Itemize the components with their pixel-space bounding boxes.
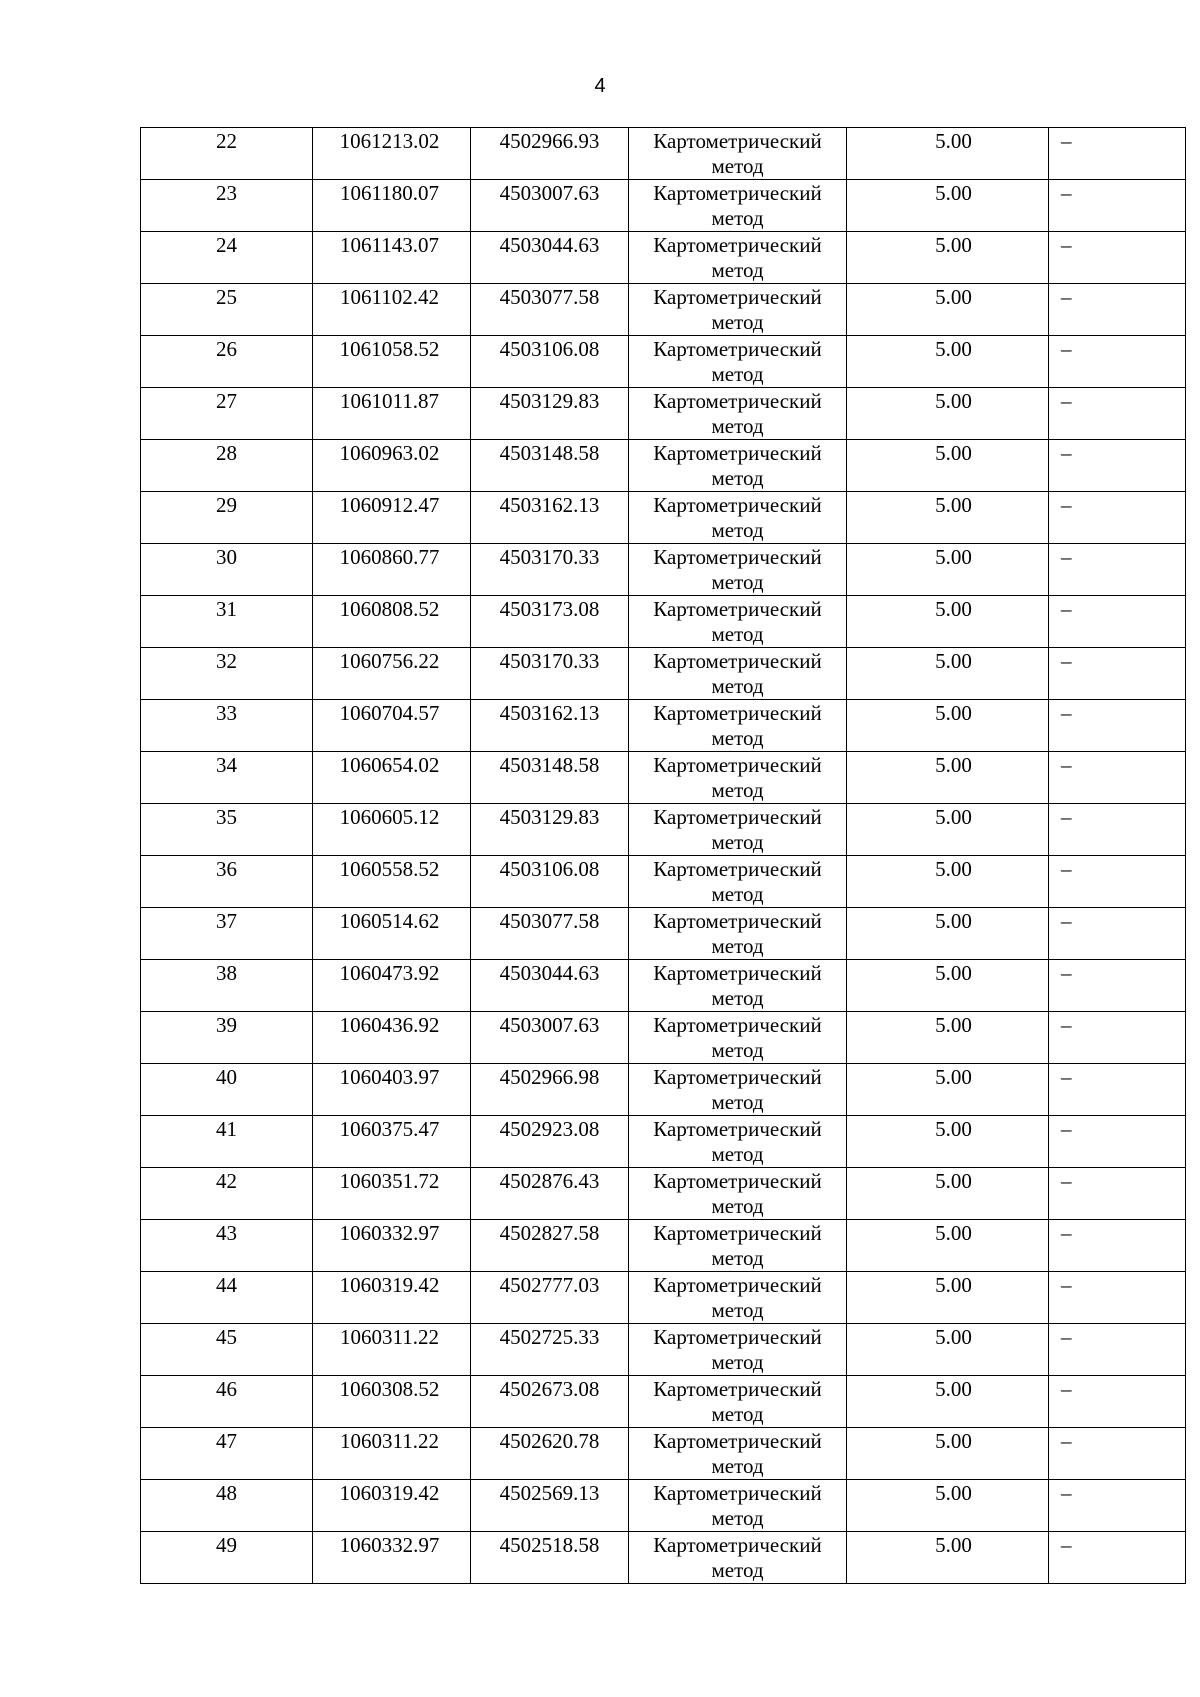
accuracy-cell: 5.00 xyxy=(847,388,1049,440)
point-number-cell: 38 xyxy=(141,960,313,1012)
description-cell: – xyxy=(1049,1428,1186,1480)
method-line-2: метод xyxy=(711,310,764,334)
accuracy-cell: 5.00 xyxy=(847,856,1049,908)
accuracy-cell: 5.00 xyxy=(847,908,1049,960)
y-coordinate-cell: 4502620.78 xyxy=(471,1428,629,1480)
method-cell xyxy=(629,804,847,856)
description-cell: – xyxy=(1049,388,1186,440)
method-line-1: Картометрический xyxy=(653,1533,822,1557)
description-cell: – xyxy=(1049,1116,1186,1168)
description-cell: – xyxy=(1049,1012,1186,1064)
description-cell: – xyxy=(1049,856,1186,908)
table-row xyxy=(141,1116,1186,1168)
accuracy-cell: 5.00 xyxy=(847,128,1049,180)
table-row xyxy=(141,1428,1186,1480)
method-line-2: метод xyxy=(711,778,764,802)
method-line-1: Картометрический xyxy=(653,1325,822,1349)
x-coordinate-cell: 1061011.87 xyxy=(313,388,471,440)
y-coordinate-cell: 4503162.13 xyxy=(471,700,629,752)
description-cell: – xyxy=(1049,648,1186,700)
y-coordinate-cell: 4503044.63 xyxy=(471,960,629,1012)
y-coordinate-cell: 4502777.03 xyxy=(471,1272,629,1324)
x-coordinate-cell: 1060319.42 xyxy=(313,1480,471,1532)
point-number-cell: 29 xyxy=(141,492,313,544)
point-number-cell: 46 xyxy=(141,1376,313,1428)
method-line-2: метод xyxy=(711,830,764,854)
x-coordinate-cell: 1061143.07 xyxy=(313,232,471,284)
method-cell xyxy=(629,960,847,1012)
y-coordinate-cell: 4503173.08 xyxy=(471,596,629,648)
point-number-cell: 30 xyxy=(141,544,313,596)
description-cell: – xyxy=(1049,700,1186,752)
method-line-1: Картометрический xyxy=(653,1429,822,1453)
accuracy-cell: 5.00 xyxy=(847,1064,1049,1116)
method-cell xyxy=(629,1064,847,1116)
y-coordinate-cell: 4503007.63 xyxy=(471,1012,629,1064)
accuracy-cell: 5.00 xyxy=(847,1532,1049,1584)
method-cell xyxy=(629,388,847,440)
description-cell: – xyxy=(1049,284,1186,336)
y-coordinate-cell: 4503148.58 xyxy=(471,752,629,804)
method-line-2: метод xyxy=(711,726,764,750)
method-line-2: метод xyxy=(711,1142,764,1166)
method-line-2: метод xyxy=(711,934,764,958)
x-coordinate-cell: 1060308.52 xyxy=(313,1376,471,1428)
method-cell xyxy=(629,128,847,180)
x-coordinate-cell: 1061180.07 xyxy=(313,180,471,232)
method-line-1: Картометрический xyxy=(653,753,822,777)
method-line-2: метод xyxy=(711,154,764,178)
table-row xyxy=(141,1168,1186,1220)
y-coordinate-cell: 4503129.83 xyxy=(471,804,629,856)
method-cell xyxy=(629,1220,847,1272)
accuracy-cell: 5.00 xyxy=(847,804,1049,856)
accuracy-cell: 5.00 xyxy=(847,284,1049,336)
method-line-2: метод xyxy=(711,1038,764,1062)
x-coordinate-cell: 1060332.97 xyxy=(313,1220,471,1272)
point-number-cell: 35 xyxy=(141,804,313,856)
description-cell: – xyxy=(1049,908,1186,960)
method-line-1: Картометрический xyxy=(653,129,822,153)
accuracy-cell: 5.00 xyxy=(847,1376,1049,1428)
y-coordinate-cell: 4502569.13 xyxy=(471,1480,629,1532)
description-cell: – xyxy=(1049,1480,1186,1532)
description-cell: – xyxy=(1049,1220,1186,1272)
table-row xyxy=(141,1480,1186,1532)
x-coordinate-cell: 1060332.97 xyxy=(313,1532,471,1584)
method-line-2: метод xyxy=(711,1506,764,1530)
method-line-1: Картометрический xyxy=(653,1117,822,1141)
method-line-2: метод xyxy=(711,882,764,906)
point-number-cell: 39 xyxy=(141,1012,313,1064)
method-line-1: Картометрический xyxy=(653,233,822,257)
method-line-2: метод xyxy=(711,1402,764,1426)
y-coordinate-cell: 4502966.93 xyxy=(471,128,629,180)
method-line-2: метод xyxy=(711,518,764,542)
description-cell: – xyxy=(1049,1168,1186,1220)
table-row xyxy=(141,960,1186,1012)
method-cell xyxy=(629,1168,847,1220)
point-number-cell: 31 xyxy=(141,596,313,648)
x-coordinate-cell: 1061102.42 xyxy=(313,284,471,336)
method-line-1: Картометрический xyxy=(653,1481,822,1505)
method-cell xyxy=(629,1272,847,1324)
method-cell xyxy=(629,1532,847,1584)
method-cell xyxy=(629,544,847,596)
method-cell xyxy=(629,492,847,544)
x-coordinate-cell: 1060605.12 xyxy=(313,804,471,856)
description-cell: – xyxy=(1049,492,1186,544)
table-row xyxy=(141,180,1186,232)
point-number-cell: 49 xyxy=(141,1532,313,1584)
point-number-cell: 43 xyxy=(141,1220,313,1272)
method-line-2: метод xyxy=(711,258,764,282)
description-cell: – xyxy=(1049,752,1186,804)
method-line-1: Картометрический xyxy=(653,909,822,933)
point-number-cell: 33 xyxy=(141,700,313,752)
method-line-1: Картометрический xyxy=(653,337,822,361)
x-coordinate-cell: 1060311.22 xyxy=(313,1324,471,1376)
y-coordinate-cell: 4502876.43 xyxy=(471,1168,629,1220)
point-number-cell: 37 xyxy=(141,908,313,960)
y-coordinate-cell: 4503148.58 xyxy=(471,440,629,492)
accuracy-cell: 5.00 xyxy=(847,1220,1049,1272)
y-coordinate-cell: 4502725.33 xyxy=(471,1324,629,1376)
method-line-1: Картометрический xyxy=(653,805,822,829)
x-coordinate-cell: 1060311.22 xyxy=(313,1428,471,1480)
point-number-cell: 26 xyxy=(141,336,313,388)
point-number-cell: 40 xyxy=(141,1064,313,1116)
accuracy-cell: 5.00 xyxy=(847,1324,1049,1376)
method-cell xyxy=(629,1116,847,1168)
table-row xyxy=(141,700,1186,752)
y-coordinate-cell: 4503162.13 xyxy=(471,492,629,544)
table-row xyxy=(141,1376,1186,1428)
x-coordinate-cell: 1060436.92 xyxy=(313,1012,471,1064)
method-cell xyxy=(629,440,847,492)
method-cell xyxy=(629,648,847,700)
method-line-1: Картометрический xyxy=(653,701,822,725)
x-coordinate-cell: 1060319.42 xyxy=(313,1272,471,1324)
method-line-1: Картометрический xyxy=(653,1221,822,1245)
method-cell xyxy=(629,232,847,284)
method-line-1: Картометрический xyxy=(653,1169,822,1193)
accuracy-cell: 5.00 xyxy=(847,1012,1049,1064)
accuracy-cell: 5.00 xyxy=(847,440,1049,492)
method-line-1: Картометрический xyxy=(653,1013,822,1037)
method-line-2: метод xyxy=(711,414,764,438)
y-coordinate-cell: 4502518.58 xyxy=(471,1532,629,1584)
x-coordinate-cell: 1060403.97 xyxy=(313,1064,471,1116)
description-cell: – xyxy=(1049,1532,1186,1584)
point-number-cell: 22 xyxy=(141,128,313,180)
x-coordinate-cell: 1060808.52 xyxy=(313,596,471,648)
method-cell xyxy=(629,1428,847,1480)
table-row xyxy=(141,336,1186,388)
y-coordinate-cell: 4503106.08 xyxy=(471,336,629,388)
method-line-2: метод xyxy=(711,570,764,594)
description-cell: – xyxy=(1049,232,1186,284)
method-line-2: метод xyxy=(711,1350,764,1374)
y-coordinate-cell: 4503106.08 xyxy=(471,856,629,908)
y-coordinate-cell: 4502827.58 xyxy=(471,1220,629,1272)
method-line-2: метод xyxy=(711,1194,764,1218)
method-line-1: Картометрический xyxy=(653,597,822,621)
accuracy-cell: 5.00 xyxy=(847,1428,1049,1480)
method-line-1: Картометрический xyxy=(653,545,822,569)
table-row xyxy=(141,492,1186,544)
description-cell: – xyxy=(1049,1064,1186,1116)
method-cell xyxy=(629,180,847,232)
coordinates-table-body xyxy=(141,128,1186,1584)
point-number-cell: 45 xyxy=(141,1324,313,1376)
accuracy-cell: 5.00 xyxy=(847,648,1049,700)
table-row xyxy=(141,1532,1186,1584)
table-row xyxy=(141,1272,1186,1324)
accuracy-cell: 5.00 xyxy=(847,544,1049,596)
description-cell: – xyxy=(1049,1272,1186,1324)
method-cell xyxy=(629,700,847,752)
accuracy-cell: 5.00 xyxy=(847,1168,1049,1220)
method-line-1: Картометрический xyxy=(653,181,822,205)
method-line-1: Картометрический xyxy=(653,1273,822,1297)
point-number-cell: 44 xyxy=(141,1272,313,1324)
method-line-2: метод xyxy=(711,986,764,1010)
y-coordinate-cell: 4503170.33 xyxy=(471,544,629,596)
x-coordinate-cell: 1060473.92 xyxy=(313,960,471,1012)
description-cell: – xyxy=(1049,440,1186,492)
accuracy-cell: 5.00 xyxy=(847,336,1049,388)
x-coordinate-cell: 1060375.47 xyxy=(313,1116,471,1168)
table-row xyxy=(141,232,1186,284)
method-line-1: Картометрический xyxy=(653,441,822,465)
point-number-cell: 48 xyxy=(141,1480,313,1532)
description-cell: – xyxy=(1049,1376,1186,1428)
method-line-1: Картометрический xyxy=(653,493,822,517)
method-line-2: метод xyxy=(711,622,764,646)
method-line-2: метод xyxy=(711,1454,764,1478)
method-line-2: метод xyxy=(711,1090,764,1114)
description-cell: – xyxy=(1049,544,1186,596)
accuracy-cell: 5.00 xyxy=(847,492,1049,544)
description-cell: – xyxy=(1049,960,1186,1012)
x-coordinate-cell: 1061058.52 xyxy=(313,336,471,388)
point-number-cell: 42 xyxy=(141,1168,313,1220)
accuracy-cell: 5.00 xyxy=(847,1480,1049,1532)
y-coordinate-cell: 4503170.33 xyxy=(471,648,629,700)
method-cell xyxy=(629,284,847,336)
x-coordinate-cell: 1060558.52 xyxy=(313,856,471,908)
x-coordinate-cell: 1060514.62 xyxy=(313,908,471,960)
accuracy-cell: 5.00 xyxy=(847,752,1049,804)
accuracy-cell: 5.00 xyxy=(847,232,1049,284)
x-coordinate-cell: 1060860.77 xyxy=(313,544,471,596)
method-line-1: Картометрический xyxy=(653,961,822,985)
x-coordinate-cell: 1060704.57 xyxy=(313,700,471,752)
description-cell: – xyxy=(1049,804,1186,856)
description-cell: – xyxy=(1049,336,1186,388)
description-cell: – xyxy=(1049,128,1186,180)
accuracy-cell: 5.00 xyxy=(847,700,1049,752)
table-row xyxy=(141,440,1186,492)
table-row xyxy=(141,284,1186,336)
table-row xyxy=(141,804,1186,856)
y-coordinate-cell: 4502966.98 xyxy=(471,1064,629,1116)
method-cell xyxy=(629,752,847,804)
table-row xyxy=(141,1324,1186,1376)
method-cell xyxy=(629,596,847,648)
method-line-2: метод xyxy=(711,1558,764,1582)
y-coordinate-cell: 4503077.58 xyxy=(471,284,629,336)
point-number-cell: 28 xyxy=(141,440,313,492)
accuracy-cell: 5.00 xyxy=(847,960,1049,1012)
x-coordinate-cell: 1060912.47 xyxy=(313,492,471,544)
method-line-2: метод xyxy=(711,1298,764,1322)
y-coordinate-cell: 4503129.83 xyxy=(471,388,629,440)
table-row xyxy=(141,752,1186,804)
method-cell xyxy=(629,856,847,908)
method-line-2: метод xyxy=(711,206,764,230)
point-number-cell: 34 xyxy=(141,752,313,804)
table-row xyxy=(141,544,1186,596)
point-number-cell: 27 xyxy=(141,388,313,440)
method-cell xyxy=(629,1480,847,1532)
page-number: 4 xyxy=(594,75,606,97)
method-line-1: Картометрический xyxy=(653,857,822,881)
x-coordinate-cell: 1060654.02 xyxy=(313,752,471,804)
y-coordinate-cell: 4503044.63 xyxy=(471,232,629,284)
accuracy-cell: 5.00 xyxy=(847,1272,1049,1324)
y-coordinate-cell: 4503077.58 xyxy=(471,908,629,960)
description-cell: – xyxy=(1049,596,1186,648)
method-line-2: метод xyxy=(711,1246,764,1270)
method-cell xyxy=(629,908,847,960)
accuracy-cell: 5.00 xyxy=(847,1116,1049,1168)
accuracy-cell: 5.00 xyxy=(847,180,1049,232)
table-row xyxy=(141,1064,1186,1116)
method-cell xyxy=(629,1376,847,1428)
table-row xyxy=(141,856,1186,908)
table-row xyxy=(141,908,1186,960)
accuracy-cell: 5.00 xyxy=(847,596,1049,648)
method-cell xyxy=(629,1324,847,1376)
table-row xyxy=(141,596,1186,648)
y-coordinate-cell: 4502923.08 xyxy=(471,1116,629,1168)
description-cell: – xyxy=(1049,1324,1186,1376)
method-line-2: метод xyxy=(711,674,764,698)
y-coordinate-cell: 4502673.08 xyxy=(471,1376,629,1428)
x-coordinate-cell: 1061213.02 xyxy=(313,128,471,180)
description-cell: – xyxy=(1049,180,1186,232)
point-number-cell: 41 xyxy=(141,1116,313,1168)
table-row xyxy=(141,648,1186,700)
point-number-cell: 23 xyxy=(141,180,313,232)
table-row xyxy=(141,1220,1186,1272)
table-row xyxy=(141,1012,1186,1064)
point-number-cell: 36 xyxy=(141,856,313,908)
method-line-1: Картометрический xyxy=(653,285,822,309)
y-coordinate-cell: 4503007.63 xyxy=(471,180,629,232)
x-coordinate-cell: 1060756.22 xyxy=(313,648,471,700)
method-cell xyxy=(629,336,847,388)
method-line-2: метод xyxy=(711,466,764,490)
coordinates-table xyxy=(140,127,1186,1584)
table-row xyxy=(141,388,1186,440)
method-line-2: метод xyxy=(711,362,764,386)
method-line-1: Картометрический xyxy=(653,1377,822,1401)
x-coordinate-cell: 1060963.02 xyxy=(313,440,471,492)
point-number-cell: 25 xyxy=(141,284,313,336)
method-line-1: Картометрический xyxy=(653,1065,822,1089)
method-line-1: Картометрический xyxy=(653,389,822,413)
method-cell xyxy=(629,1012,847,1064)
point-number-cell: 24 xyxy=(141,232,313,284)
method-line-1: Картометрический xyxy=(653,649,822,673)
point-number-cell: 47 xyxy=(141,1428,313,1480)
table-row xyxy=(141,128,1186,180)
x-coordinate-cell: 1060351.72 xyxy=(313,1168,471,1220)
point-number-cell: 32 xyxy=(141,648,313,700)
